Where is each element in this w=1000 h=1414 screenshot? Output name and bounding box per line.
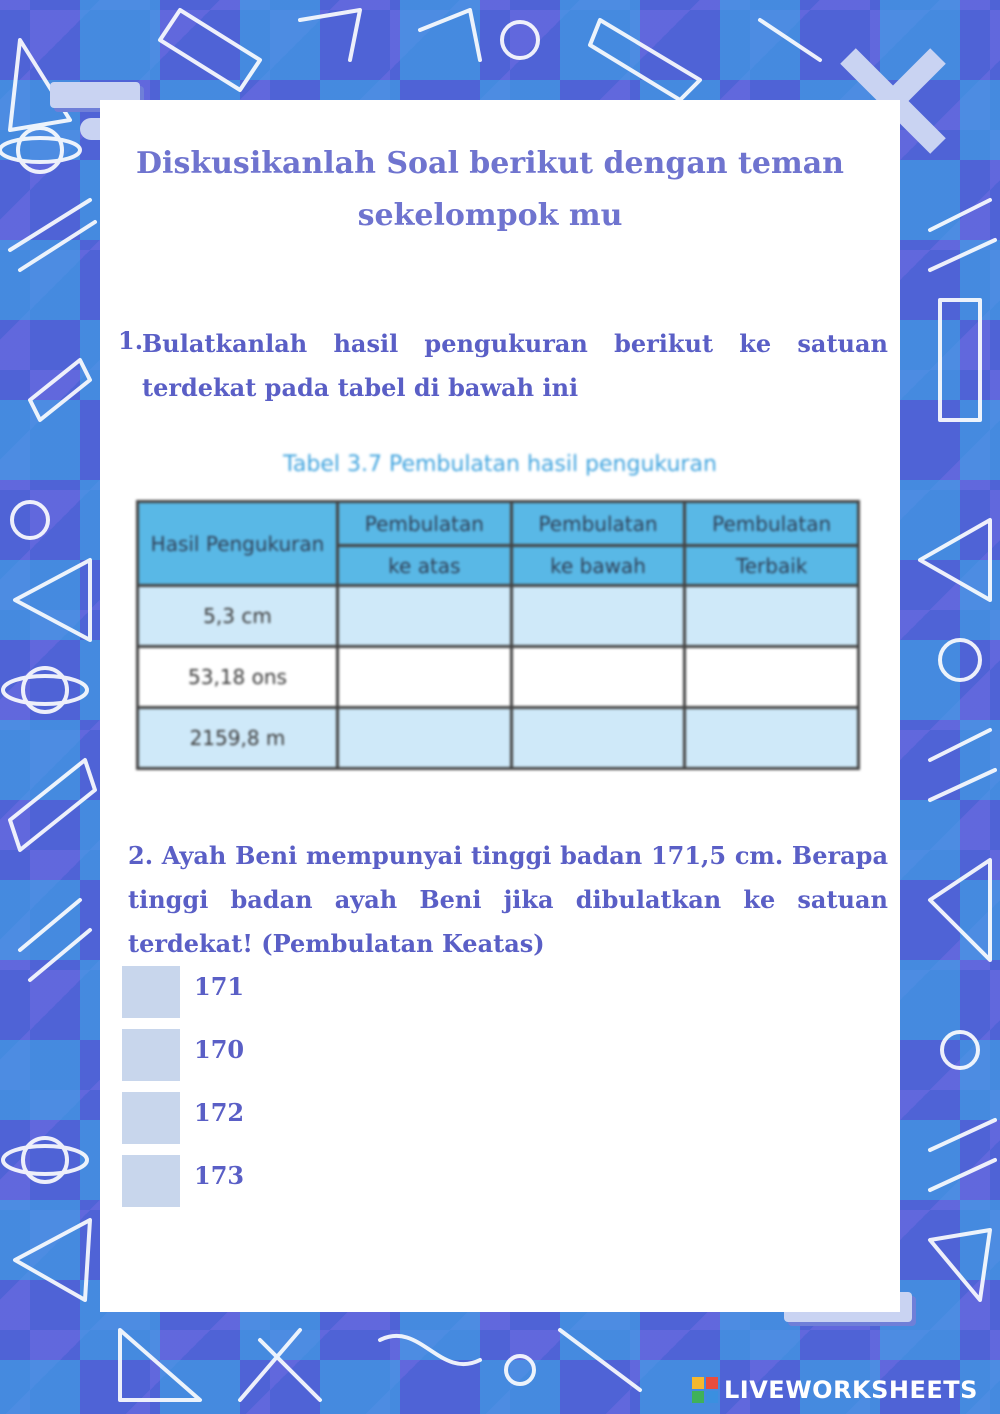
- table-caption: Tabel 3.7 Pembulatan hasil pengukuran: [283, 452, 717, 477]
- table-subheader: ke atas: [338, 546, 512, 586]
- liveworksheets-logo: [690, 1372, 990, 1408]
- table-header-hasil: Hasil Pengukuran: [138, 502, 338, 586]
- option-checkbox[interactable]: [122, 966, 180, 1018]
- brand-name: LIVEWORKSHEETS: [724, 1376, 978, 1404]
- table-header: Pembulatan: [338, 502, 512, 546]
- table-header: Pembulatan: [685, 502, 859, 546]
- answer-cell[interactable]: [338, 586, 512, 647]
- answer-option: [122, 966, 322, 1018]
- measurement-cell: 2159,8 m: [138, 708, 338, 769]
- rounding-table: [136, 500, 860, 770]
- table-subheader: Terbaik: [685, 546, 859, 586]
- measurement-cell: 53,18 ons: [138, 647, 338, 708]
- question-2-text: 2. Ayah Beni mempunyai tinggi badan 171,5 cm. Berapa tinggi badan ayah Beni jika dibulatkan ke satuan terdekat! (Pembulatan Keatas): [128, 841, 888, 958]
- option-checkbox[interactable]: [122, 1155, 180, 1207]
- option-checkbox[interactable]: [122, 1029, 180, 1081]
- table-row: [138, 647, 859, 708]
- page-title: [130, 138, 850, 242]
- answer-cell[interactable]: [338, 647, 512, 708]
- answer-cell[interactable]: [511, 647, 685, 708]
- answer-option: [122, 1092, 322, 1144]
- table-header: Pembulatan: [511, 502, 685, 546]
- answer-cell[interactable]: [685, 586, 859, 647]
- title-line: sekelompok mu: [357, 198, 623, 233]
- table-row: [138, 586, 859, 647]
- answer-cell[interactable]: [685, 708, 859, 769]
- title-line: Diskusikanlah Soal berikut dengan teman: [136, 146, 844, 181]
- option-label: 172: [194, 1098, 245, 1127]
- option-label: 171: [194, 972, 245, 1001]
- question-number: 1.: [118, 326, 144, 355]
- answer-cell[interactable]: [511, 586, 685, 647]
- answer-option: [122, 1155, 322, 1207]
- question-1-text: Bulatkanlah hasil pengukuran berikut ke satuan terdekat pada tabel di bawah ini: [142, 329, 888, 402]
- answer-cell[interactable]: [685, 647, 859, 708]
- liveworksheets-logo-icon: [690, 1375, 720, 1405]
- answer-option: [122, 1029, 322, 1081]
- measurement-cell: 5,3 cm: [138, 586, 338, 647]
- table-subheader: ke bawah: [511, 546, 685, 586]
- option-label: 173: [194, 1161, 245, 1190]
- answer-cell[interactable]: [511, 708, 685, 769]
- answer-cell[interactable]: [338, 708, 512, 769]
- table-row: [138, 708, 859, 769]
- option-label: 170: [194, 1035, 245, 1064]
- option-checkbox[interactable]: [122, 1092, 180, 1144]
